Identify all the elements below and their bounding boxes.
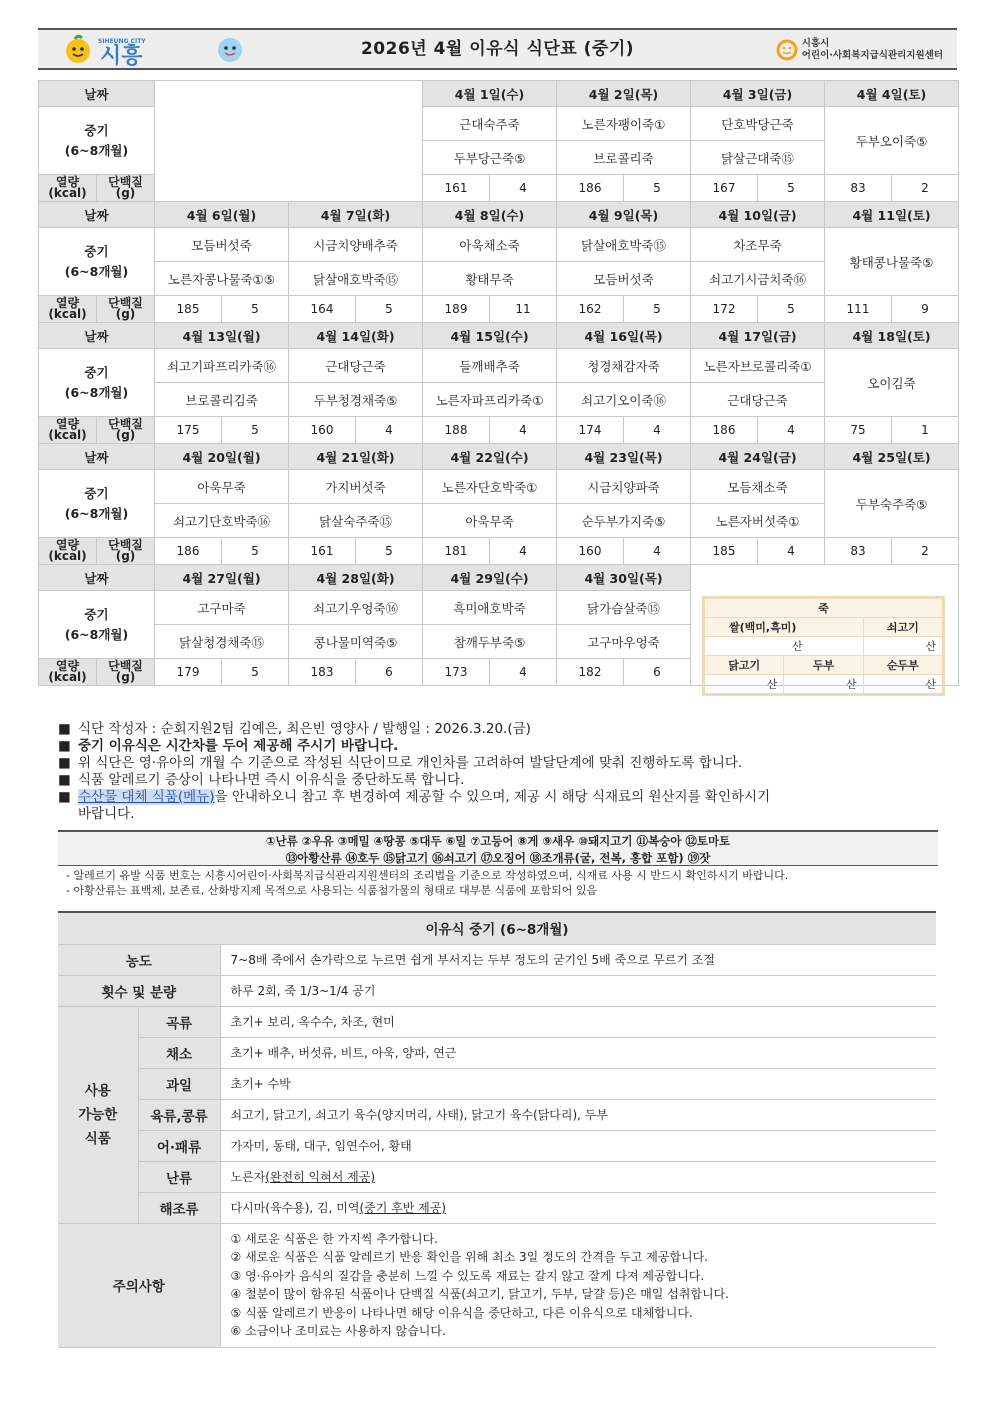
age-group-label: 중기 (6~8개월): [39, 228, 155, 296]
menu-dish: 들깨배추죽: [423, 349, 557, 383]
menu-dish: 콩나물미역죽⑤: [289, 625, 423, 659]
note-allergy-stop: 식품 알레르기 증상이 나타나면 즉시 이유식을 중단하도록 합니다.: [78, 772, 465, 788]
day-date-header: 4월 23일(목): [557, 444, 691, 470]
menu-dish: 닭살청경채죽⑮: [155, 625, 289, 659]
kcal-value: 161: [289, 538, 356, 565]
kcal-value: 179: [155, 659, 222, 686]
menu-dish: 근대당근죽: [289, 349, 423, 383]
day-date-header: 4월 6일(월): [155, 202, 289, 228]
origin-soft-tofu-label: 순두부: [863, 656, 942, 675]
day-date-header: 4월 14일(화): [289, 323, 423, 349]
menu-dish: 노른자파프리카죽①: [423, 383, 557, 417]
food-group-fruit-items: 초기+ 수박: [220, 1068, 936, 1099]
caution-item: ⑥ 소금이나 조미료는 사용하지 않습니다.: [230, 1324, 446, 1338]
menu-dish: 쇠고기시금치죽⑯: [691, 262, 825, 296]
day-date-header: 4월 17일(금): [691, 323, 825, 349]
frequency-label: 횟수 및 분량: [58, 975, 220, 1006]
kcal-value: 83: [825, 538, 892, 565]
origin-box: [702, 596, 945, 696]
menu-dish: 가지버섯죽: [289, 470, 423, 504]
center-logo: [776, 35, 943, 65]
kcal-value: 189: [423, 296, 490, 323]
age-group-label: 중기 (6~8개월): [39, 470, 155, 538]
protein-value: 4: [758, 417, 825, 444]
menu-dish: 쇠고기우엉죽⑯: [289, 591, 423, 625]
menu-dish: 모듬채소죽: [691, 470, 825, 504]
kcal-label: 열량 (kcal): [39, 175, 97, 202]
protein-value: 4: [356, 417, 423, 444]
protein-value: 5: [758, 175, 825, 202]
origin-title: 죽: [705, 599, 943, 618]
protein-value: 5: [222, 296, 289, 323]
protein-label: 단백질 (g): [97, 538, 155, 565]
menu-dish: 닭살애호박죽⑮: [289, 262, 423, 296]
kcal-value: 162: [557, 296, 624, 323]
menu-dish: 모듬버섯죽: [557, 262, 691, 296]
bullet-icon: ■: [58, 738, 71, 754]
note-substitute-cont: 바랍니다.: [78, 806, 135, 822]
origin-beef-value: 산: [863, 637, 942, 656]
day-date-header: 4월 29일(수): [423, 565, 557, 591]
kcal-label: 열량 (kcal): [39, 296, 97, 323]
protein-label: 단백질 (g): [97, 659, 155, 686]
center-smile-icon: [776, 39, 798, 61]
frequency-text: 하루 2회, 죽 1/3~1/4 공기: [220, 975, 936, 1006]
protein-value: 4: [490, 659, 557, 686]
kcal-value: 186: [155, 538, 222, 565]
day-date-header: 4월 21일(화): [289, 444, 423, 470]
date-label: 날짜: [39, 323, 155, 349]
day-date-header: 4월 9일(목): [557, 202, 691, 228]
protein-value: 2: [892, 538, 959, 565]
menu-dish: 노른자콩나물죽①⑤: [155, 262, 289, 296]
note-substitute: 을 안내하오니 참고 후 변경하여 제공할 수 있으며, 제공 시 해당 식재료의 원산지를 확인하시기: [214, 789, 771, 805]
menu-dish: 오이김죽: [825, 349, 959, 417]
food-group-fruit: 과일: [138, 1068, 220, 1099]
note-individual: 위 식단은 영·유아의 개월 수 기준으로 작성된 식단이므로 개인차를 고려하여 발달단계에 맞춰 진행하도록 합니다.: [78, 755, 743, 771]
kcal-value: 175: [155, 417, 222, 444]
menu-dish: 두부당근죽⑤: [423, 141, 557, 175]
day-date-header: 4월 28일(화): [289, 565, 423, 591]
kcal-value: 186: [691, 417, 758, 444]
food-group-egg: 난류: [138, 1161, 220, 1192]
kcal-value: 182: [557, 659, 624, 686]
food-group-meat: 육류,콩류: [138, 1099, 220, 1130]
origin-tofu-label: 두부: [784, 656, 863, 675]
caution-list: [220, 1223, 936, 1347]
menu-dish: 노른자팽이죽①: [557, 107, 691, 141]
caution-item: ② 새로운 식품은 식품 알레르기 반응 확인을 위해 최소 3일 정도의 간격을 두고 제공합니다.: [230, 1250, 709, 1264]
age-group-label: 중기 (6~8개월): [39, 591, 155, 659]
menu-dish: 아욱무죽: [423, 504, 557, 538]
kcal-value: 160: [289, 417, 356, 444]
protein-value: 5: [758, 296, 825, 323]
kcal-value: 172: [691, 296, 758, 323]
day-date-header: 4월 18일(토): [825, 323, 959, 349]
allergy-line1: ①난류 ②우유 ③메밀 ④땅콩 ⑤대두 ⑥밀 ⑦고등어 ⑧게 ⑨새우 ⑩돼지고기 ⑪복숭아 ⑫토마토: [265, 834, 731, 848]
origin-rice-label: 쌀(백미,흑미): [705, 618, 864, 637]
protein-value: 4: [624, 538, 691, 565]
guide-table: [58, 911, 936, 1348]
day-date-header: 4월 7일(화): [289, 202, 423, 228]
menu-dish: 근대당근죽: [691, 383, 825, 417]
protein-label: 단백질 (g): [97, 417, 155, 444]
notes-section: [58, 721, 938, 823]
kcal-value: 186: [557, 175, 624, 202]
kcal-value: 167: [691, 175, 758, 202]
kcal-label: 열량 (kcal): [39, 659, 97, 686]
food-group-meat-items: 쇠고기, 닭고기, 쇠고기 육수(양지머리, 사태), 닭고기 육수(닭다리), 두부: [220, 1099, 936, 1130]
protein-value: 2: [892, 175, 959, 202]
menu-dish: 쇠고기단호박죽⑯: [155, 504, 289, 538]
food-group-grain-items: 초기+ 보리, 옥수수, 차조, 현미: [220, 1006, 936, 1037]
food-group-seaweed: 해조류: [138, 1192, 220, 1223]
day-date-header: 4월 27일(월): [155, 565, 289, 591]
menu-dish: 닭살애호박죽⑮: [557, 228, 691, 262]
origin-chicken-label: 닭고기: [705, 656, 784, 675]
empty-slot: [155, 81, 423, 202]
caution-item: ④ 철분이 많이 함유된 식품이나 단백질 식품(쇠고기, 닭고기, 두부, 달걀 등)은 매일 섭취합니다.: [230, 1287, 729, 1301]
menu-dish: 시금치양파죽: [557, 470, 691, 504]
menu-dish: 두부숙주죽⑤: [825, 470, 959, 538]
food-group-seaweed-items: 다시마(육수용), 김, 미역(중기 후반 제공): [220, 1192, 936, 1223]
protein-value: 6: [624, 659, 691, 686]
protein-label: 단백질 (g): [97, 175, 155, 202]
menu-dish: 차조무죽: [691, 228, 825, 262]
seafood-substitute-link[interactable]: 수산물 대체 식품(메뉴): [78, 789, 215, 805]
caution-label: 주의사항: [58, 1223, 220, 1347]
kcal-value: 75: [825, 417, 892, 444]
note-author: 식단 작성자 : 순회지원2팀 김예은, 최은빈 영양사 / 발행일 : 2026.3.20.(금): [78, 721, 531, 737]
protein-value: 6: [356, 659, 423, 686]
date-label: 날짜: [39, 444, 155, 470]
menu-dish: 고구마우엉죽: [557, 625, 691, 659]
protein-value: 5: [356, 296, 423, 323]
page-title: 2026년 4월 이유식 식단표 (중기): [360, 39, 635, 59]
menu-dish: 브로콜리죽: [557, 141, 691, 175]
menu-dish: 고구마죽: [155, 591, 289, 625]
usable-foods-label: 사용 가능한 식품: [58, 1006, 138, 1223]
page-header: [38, 28, 957, 70]
protein-value: 9: [892, 296, 959, 323]
protein-value: 5: [624, 296, 691, 323]
menu-dish: 참깨두부죽⑤: [423, 625, 557, 659]
protein-value: 5: [624, 175, 691, 202]
note-time-gap: 중기 이유식은 시간차를 두어 제공해 주시기 바랍니다.: [78, 738, 399, 754]
kcal-value: 181: [423, 538, 490, 565]
consistency-label: 농도: [58, 944, 220, 975]
day-date-header: 4월 2일(목): [557, 81, 691, 107]
age-group-label: 중기 (6~8개월): [39, 349, 155, 417]
day-date-header: 4월 4일(토): [825, 81, 959, 107]
origin-tofu-value: 산: [784, 675, 863, 694]
kcal-label: 열량 (kcal): [39, 417, 97, 444]
bullet-icon: ■: [58, 772, 71, 788]
menu-dish: 순두부가지죽⑤: [557, 504, 691, 538]
protein-value: 5: [222, 538, 289, 565]
kcal-value: 160: [557, 538, 624, 565]
day-date-header: 4월 20일(월): [155, 444, 289, 470]
city-logo-main-text: 시흥: [100, 44, 143, 66]
origin-beef-label: 쇠고기: [863, 618, 942, 637]
origin-chicken-value: 산: [705, 675, 784, 694]
origin-rice-value: 산: [705, 637, 864, 656]
age-group-label: 중기 (6~8개월): [39, 107, 155, 175]
allergy-legend: [58, 830, 938, 866]
menu-dish: 쇠고기파프리카죽⑯: [155, 349, 289, 383]
menu-dish: 노른자단호박죽①: [423, 470, 557, 504]
menu-dish: 노른자버섯죽①: [691, 504, 825, 538]
protein-value: 4: [490, 538, 557, 565]
day-date-header: 4월 24일(금): [691, 444, 825, 470]
kcal-value: 111: [825, 296, 892, 323]
menu-dish: 아욱무죽: [155, 470, 289, 504]
allergy-notes: [66, 868, 946, 898]
food-group-vegetable-items: 초기+ 배추, 버섯류, 비트, 아욱, 양파, 연근: [220, 1037, 936, 1068]
bullet-icon: ■: [58, 755, 71, 771]
menu-dish: 닭살근대죽⑮: [691, 141, 825, 175]
protein-value: 1: [892, 417, 959, 444]
date-label: 날짜: [39, 81, 155, 107]
date-label: 날짜: [39, 565, 155, 591]
protein-value: 11: [490, 296, 557, 323]
day-date-header: 4월 25일(토): [825, 444, 959, 470]
allergy-note1: - 알레르기 유발 식품 번호는 시흥시어린이·사회복지급식관리지원센터의 조리법을 기준으로 작성하였으며, 식재료 사용 시 반드시 확인하시기 바랍니다.: [66, 869, 789, 882]
menu-dish: 두부청경채죽⑤: [289, 383, 423, 417]
day-date-header: 4월 11일(토): [825, 202, 959, 228]
protein-value: 4: [758, 538, 825, 565]
menu-dish: 모듬버섯죽: [155, 228, 289, 262]
day-date-header: 4월 3일(금): [691, 81, 825, 107]
protein-value: 4: [624, 417, 691, 444]
origin-soft-tofu-value: 산: [863, 675, 942, 694]
menu-dish: 시금치양배추죽: [289, 228, 423, 262]
day-date-header: 4월 8일(수): [423, 202, 557, 228]
city-logo-small-text: SIHEUNG CITY: [98, 38, 146, 45]
menu-dish: 닭살숙주죽⑮: [289, 504, 423, 538]
kcal-value: 188: [423, 417, 490, 444]
menu-dish: 흑미애호박죽: [423, 591, 557, 625]
protein-value: 4: [490, 175, 557, 202]
kcal-label: 열량 (kcal): [39, 538, 97, 565]
kcal-value: 173: [423, 659, 490, 686]
menu-dish: 황태콩나물죽⑤: [825, 228, 959, 296]
center-name-line1: 시흥시: [801, 38, 830, 49]
protein-value: 5: [356, 538, 423, 565]
kcal-value: 185: [155, 296, 222, 323]
protein-value: 4: [490, 417, 557, 444]
protein-value: 5: [222, 417, 289, 444]
consistency-text: 7~8배 죽에서 손가락으로 누르면 쉽게 부서지는 두부 정도의 굳기인 5배 죽으로 무르기 조절: [220, 944, 936, 975]
menu-dish: 황태무죽: [423, 262, 557, 296]
menu-dish: 근대숙주죽: [423, 107, 557, 141]
day-date-header: 4월 13일(월): [155, 323, 289, 349]
day-date-header: 4월 16일(목): [557, 323, 691, 349]
guide-title: 이유식 중기 (6~8개월): [58, 912, 936, 944]
menu-dish: 단호박당근죽: [691, 107, 825, 141]
food-group-egg-items: 노른자(완전히 익혀서 제공): [220, 1161, 936, 1192]
kcal-value: 161: [423, 175, 490, 202]
food-group-vegetable: 채소: [138, 1037, 220, 1068]
food-group-fish-items: 가자미, 동태, 대구, 임연수어, 황태: [220, 1130, 936, 1161]
menu-dish: 브로콜리김죽: [155, 383, 289, 417]
menu-dish: 쇠고기오이죽⑯: [557, 383, 691, 417]
kcal-value: 185: [691, 538, 758, 565]
caution-item: ③ 영·유아가 음식의 질감을 충분히 느낄 수 있도록 재료는 갈지 않고 잘게 다져 제공합니다.: [230, 1268, 705, 1283]
day-date-header: 4월 30일(목): [557, 565, 691, 591]
menu-dish: 닭가슴살죽⑮: [557, 591, 691, 625]
caution-item: ① 새로운 식품은 한 가지씩 추가합니다.: [230, 1231, 439, 1246]
allergy-note2: - 아황산류는 표백제, 보존료, 산화방지제 목적으로 사용되는 식품첨가물의 형태로 대부분 식품에 포함되어 있음: [66, 884, 598, 897]
bullet-icon: ■: [58, 789, 71, 805]
protein-label: 단백질 (g): [97, 296, 155, 323]
menu-dish: 아욱채소죽: [423, 228, 557, 262]
kcal-value: 183: [289, 659, 356, 686]
day-date-header: 4월 10일(금): [691, 202, 825, 228]
caution-item: ⑤ 식품 알레르기 반응이 나타나면 해당 이유식을 중단하고, 다른 이유식으로 대체합니다.: [230, 1305, 693, 1320]
bullet-icon: ■: [58, 721, 71, 737]
menu-dish: 두부오이죽⑤: [825, 107, 959, 175]
menu-dish: 노른자브로콜리죽①: [691, 349, 825, 383]
food-group-fish: 어·패류: [138, 1130, 220, 1161]
day-date-header: 4월 15일(수): [423, 323, 557, 349]
food-group-grain: 곡류: [138, 1006, 220, 1037]
center-name-line2: 어린이·사회복지급식관리지원센터: [801, 50, 943, 61]
day-date-header: 4월 22일(수): [423, 444, 557, 470]
menu-dish: 청경채감자죽: [557, 349, 691, 383]
allergy-line2: ⑬아황산류 ⑭호두 ⑮닭고기 ⑯쇠고기 ⑰오징어 ⑱조개류(굴, 전복, 홍합 포함) ⑲잣: [285, 851, 711, 865]
day-date-header: 4월 1일(수): [423, 81, 557, 107]
date-label: 날짜: [39, 202, 155, 228]
kcal-value: 164: [289, 296, 356, 323]
kcal-value: 174: [557, 417, 624, 444]
protein-value: 5: [222, 659, 289, 686]
kcal-value: 83: [825, 175, 892, 202]
